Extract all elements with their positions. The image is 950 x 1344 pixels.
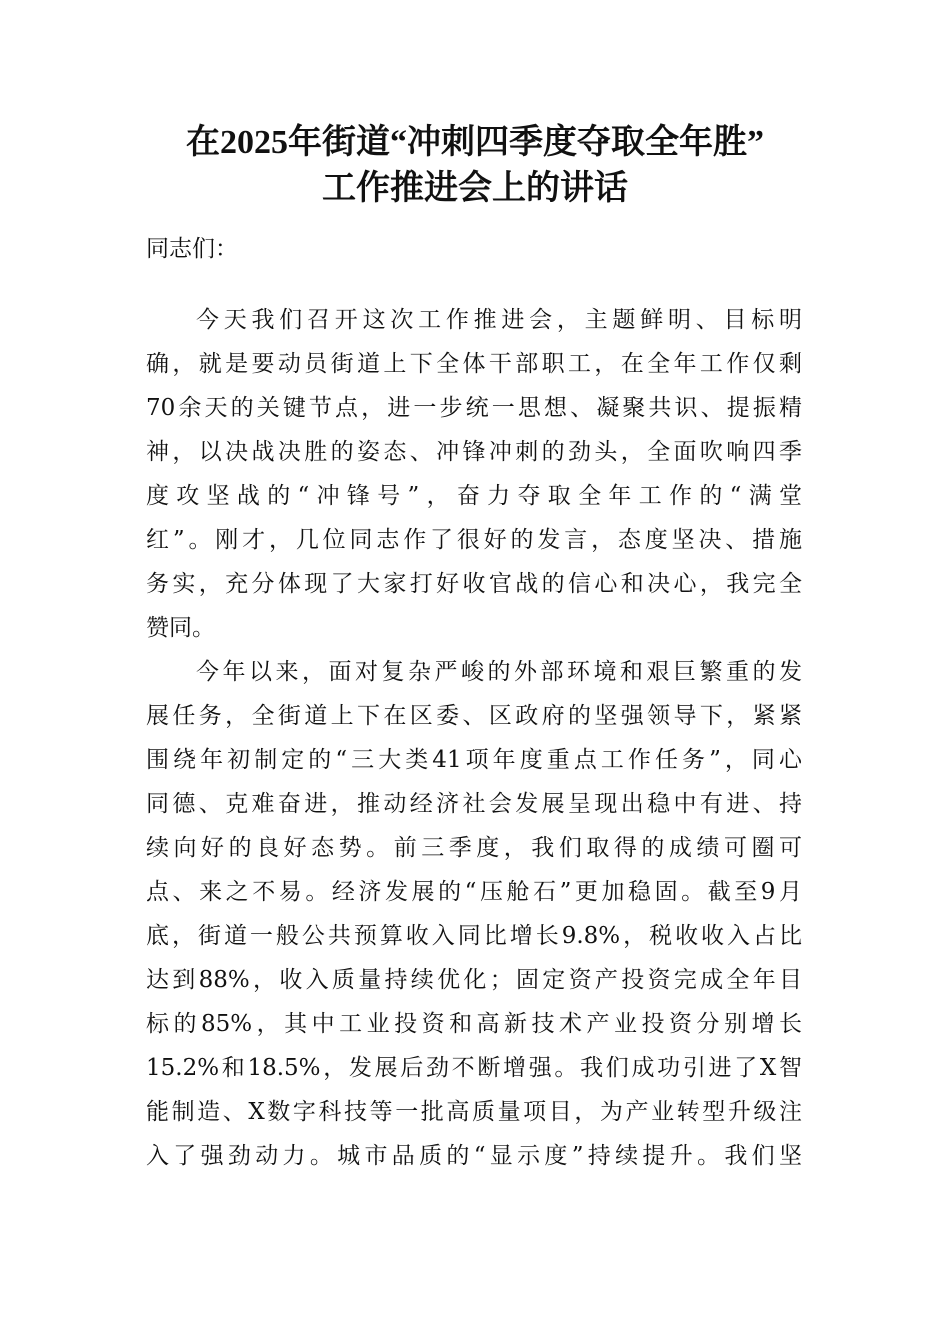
paragraph <box>146 650 802 1178</box>
text-line: 同德、克难奋进，推动经济社会发展呈现出稳中有进、持 <box>146 791 802 817</box>
text-line: 度攻坚战的“冲锋号”，奋力夺取全年工作的“满堂 <box>146 483 802 509</box>
text-line: 达到88%，收入质量持续优化；固定资产投资完成全年目 <box>146 967 802 993</box>
text-line: 点、来之不易。经济发展的“压舱石”更加稳固。截至9月 <box>146 879 802 905</box>
document-title-line-1: 在2025年街道“冲刺四季度夺取全年胜” <box>186 124 764 161</box>
document-body <box>146 298 802 1178</box>
text-line: 今年以来，面对复杂严峻的外部环境和艰巨繁重的发 <box>196 659 802 685</box>
text-line: 标的85%，其中工业投资和高新技术产业投资分别增长 <box>146 1011 802 1037</box>
text-line: 70余天的关键节点，进一步统一思想、凝聚共识、提振精 <box>146 395 802 421</box>
paragraph <box>146 298 802 650</box>
document-title-line-2: 工作推进会上的讲话 <box>322 170 628 207</box>
text-line: 确，就是要动员街道上下全体干部职工，在全年工作仅剩 <box>146 351 802 377</box>
text-line: 15.2%和18.5%，发展后劲不断增强。我们成功引进了X智 <box>146 1055 802 1081</box>
text-line: 能制造、X数字科技等一批高质量项目，为产业转型升级注 <box>146 1099 802 1125</box>
text-line: 今天我们召开这次工作推进会，主题鲜明、目标明 <box>196 307 802 333</box>
text-line: 展任务，全街道上下在区委、区政府的坚强领导下，紧紧 <box>146 703 802 729</box>
salutation: 同志们： <box>146 236 238 262</box>
text-line: 神，以决战决胜的姿态、冲锋冲刺的劲头，全面吹响四季 <box>146 439 802 465</box>
text-line: 续向好的良好态势。前三季度，我们取得的成绩可圈可 <box>146 835 802 861</box>
text-line: 务实，充分体现了大家打好收官战的信心和决心，我完全 <box>146 571 802 597</box>
text-line: 赞同。 <box>146 615 215 641</box>
text-line: 围绕年初制定的“三大类41项年度重点工作任务”，同心 <box>146 747 802 773</box>
text-line: 底，街道一般公共预算收入同比增长9.8%，税收收入占比 <box>146 923 802 949</box>
text-line: 红”。刚才，几位同志作了很好的发言，态度坚决、措施 <box>146 527 802 553</box>
text-line: 入了强劲动力。城市品质的“显示度”持续提升。我们坚 <box>146 1143 802 1169</box>
